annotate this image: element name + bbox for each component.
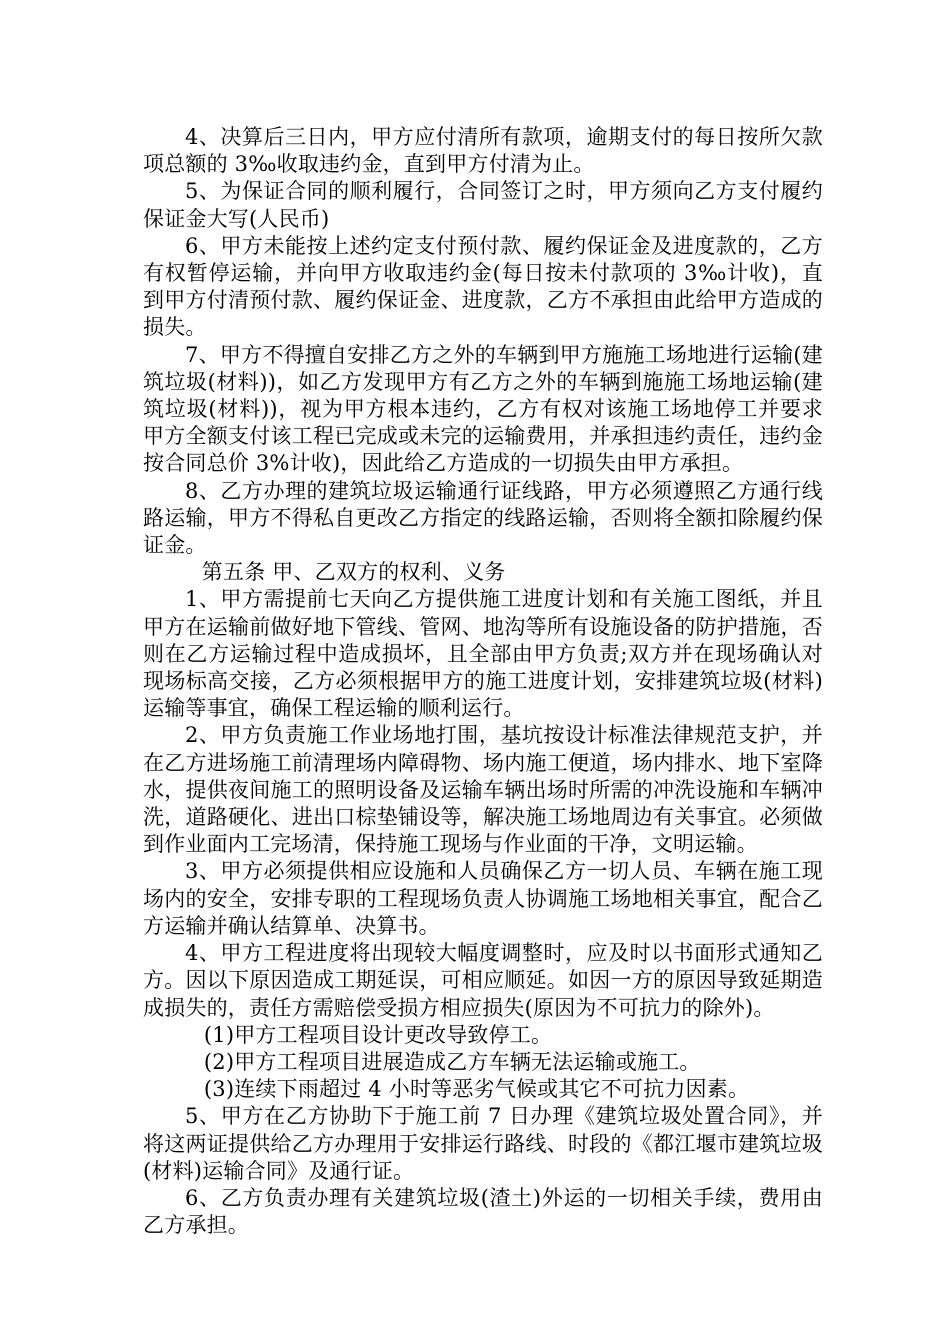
- clause-paragraph: 5、甲方在乙方协助下于施工前 7 日办理《建筑垃圾处置合同》，并将这两证提供给乙方办理用于安排运行路线、时段的《都江堰市建筑垃圾(材料)运输合同》及通行证。: [143, 1104, 823, 1183]
- clause-paragraph: 6、乙方负责办理有关建筑垃圾(渣土)外运的一切相关手续，费用由乙方承担。: [143, 1185, 823, 1238]
- clause-paragraph: 7、甲方不得擅自安排乙方之外的车辆到甲方施施工场地进行运输(建筑垃圾(材料))，如乙方发现甲方有乙方之外的车辆到施施工场地运输(建筑垃圾(材料))，视为甲方根本违约，乙方有权对该施工场地停工并要求甲方全额支付该工程已完成或未完的运输费用，并承担违约责任，违约金按合同总价 3%计收)，因此给乙方造成的一切损失由甲方承担。: [143, 342, 823, 476]
- clause-paragraph: 6、甲方未能按上述约定支付预付款、履约保证金及进度款的，乙方有权暂停运输，并向甲方收取违约金(每日按未付款项的 3‰计收)，直到甲方付清预付款、履约保证金、进度款，乙方不承担由此给甲方造成的损失。: [143, 233, 823, 340]
- sub-item: (2)甲方工程项目进展造成乙方车辆无法运输或施工。: [203, 1049, 701, 1074]
- sub-item: (3)连续下雨超过 4 小时等恶劣气候或其它不可抗力因素。: [203, 1077, 750, 1102]
- clause-paragraph: 4、甲方工程进度将出现较大幅度调整时，应及时以书面形式通知乙方。因以下原因造成工期延误，可相应顺延。如因一方的原因导致延期造成损失的，责任方需赔偿受损方相应损失(原因为不可抗力的除外)。: [143, 941, 823, 1020]
- clause-paragraph: 3、甲方必须提供相应设施和人员确保乙方一切人员、车辆在施工现场内的安全，安排专职的工程现场负责人协调施工场地相关事宜，配合乙方运输并确认结算单、决算书。: [143, 859, 823, 938]
- clause-paragraph: 5、为保证合同的顺利履行，合同签订之时，甲方须向乙方支付履约保证金大写(人民币): [143, 179, 823, 231]
- clause-paragraph: 2、甲方负责施工作业场地打围，基坑按设计标准法律规范支护，并在乙方进场施工前清理场内障碍物、场内施工便道，场内排水、地下室降水，提供夜间施工的照明设备及运输车辆出场时所需的冲洗设施和车辆冲洗，道路硬化、进出口棕垫铺设等，解决施工场地周边有关事宜。必须做到作业面内工完场清，保持施工现场与作业面的干净，文明运输。: [143, 723, 823, 857]
- sub-item: (1)甲方工程项目设计更改导致停工。: [203, 1022, 553, 1047]
- clause-paragraph: 1、甲方需提前七天向乙方提供施工进度计划和有关施工图纸，并且甲方在运输前做好地下管线、管网、地沟等所有设施设备的防护措施，否则在乙方运输过程中造成损坏，且全部由甲方负责;双方并在现场确认对现场标高交接，乙方必须根据甲方的施工进度计划，安排建筑垃圾(材料)运输等事宜，确保工程运输的顺利运行。: [143, 587, 823, 721]
- document-body: [143, 124, 823, 1239]
- clause-paragraph: 8、乙方办理的建筑垃圾运输通行证线路，甲方必须遵照乙方通行线路运输，甲方不得私自更改乙方指定的线路运输，否则将全额扣除履约保证金。: [143, 478, 823, 558]
- section-heading: 第五条 甲、乙双方的权利、义务: [201, 560, 506, 585]
- clause-paragraph: 4、决算后三日内，甲方应付清所有款项，逾期支付的每日按所欠款项总额的 3‰收取违约金，直到甲方付清为止。: [143, 125, 823, 177]
